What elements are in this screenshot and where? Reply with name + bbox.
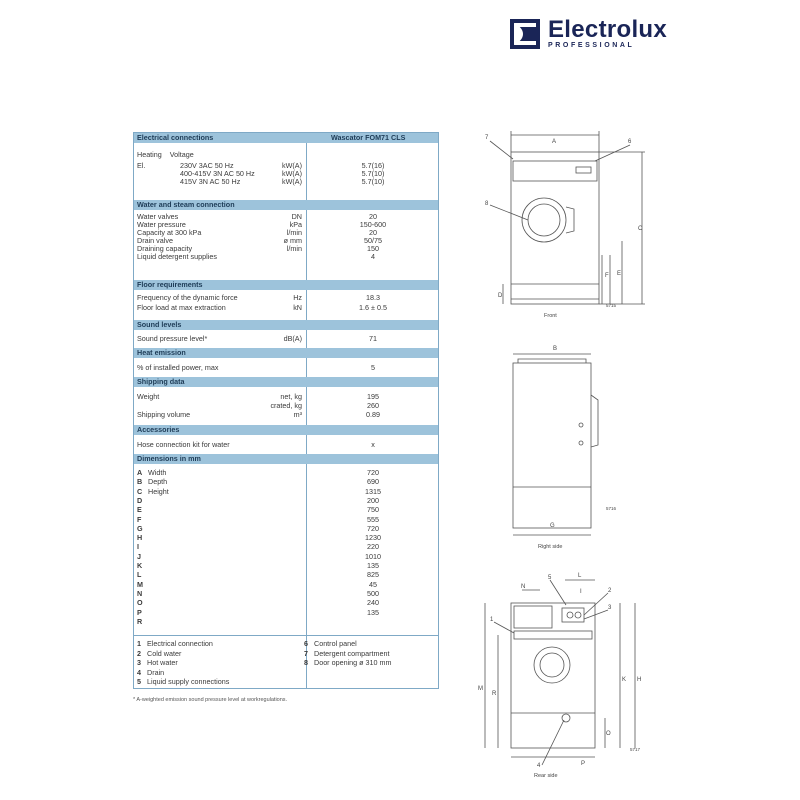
dimension-row [134, 469, 438, 477]
dimension-row [134, 581, 438, 589]
el-label: El. [137, 161, 146, 170]
legend-text: Electrical connection [147, 639, 213, 648]
legend-number: 1 [137, 639, 141, 648]
spec-table [133, 132, 439, 689]
row-label: Capacity at 300 kPa [137, 228, 202, 237]
row-unit: kN [293, 303, 302, 312]
dimension-letter: N [137, 588, 143, 598]
dimension-row [134, 488, 438, 496]
electrical-heading-row [134, 151, 438, 159]
dimension-value: 200 [367, 495, 379, 505]
row-value: 1.6 ± 0.5 [359, 303, 387, 312]
dim-label-g: G [550, 523, 555, 529]
dim-label-h: H [637, 677, 642, 683]
dimension-row [134, 571, 438, 579]
callout-1: 1 [490, 617, 494, 623]
row-label: Drain valve [137, 236, 173, 245]
row-voltage: 400-415V 3N AC 50 Hz [180, 169, 255, 178]
dimension-value: 720 [367, 468, 379, 477]
rear-view-drawing [485, 580, 635, 765]
legend-item [137, 659, 178, 667]
row-value: 4 [371, 252, 375, 261]
section-shipping [134, 377, 438, 387]
rear-caption: Rear side [534, 773, 558, 779]
section-water [134, 200, 438, 210]
dimension-row [134, 478, 438, 486]
legend [134, 635, 438, 688]
row-unit: ø mm [283, 236, 302, 245]
row-value: 195 [367, 392, 379, 401]
legend-text: Drain [147, 667, 165, 677]
legend-item [137, 640, 213, 648]
row-value: 20 [369, 228, 377, 237]
dimension-letter: O [137, 598, 143, 608]
row-unit: kPa [289, 220, 302, 229]
table-row [134, 178, 438, 186]
dimension-value: 135 [367, 561, 379, 570]
dimension-label: Depth [148, 477, 168, 487]
dimension-value: 750 [367, 505, 379, 515]
row-label: Draining capacity [137, 244, 193, 253]
row-label: Water pressure [137, 220, 186, 229]
dimension-value: 1010 [365, 551, 381, 561]
table-row [134, 294, 438, 302]
row-value: 5 [371, 363, 375, 372]
dim-label-k: K [622, 677, 627, 683]
row-value: 18.3 [366, 293, 380, 302]
table-row [134, 304, 438, 312]
rear-code: 5717 [630, 747, 641, 752]
row-unit: net, kg [280, 392, 302, 401]
dim-label-d: D [498, 293, 503, 299]
dimension-letter: A [137, 468, 143, 477]
legend-item [304, 650, 390, 658]
front-caption: Front [544, 313, 557, 319]
row-unit: l/min [286, 228, 302, 237]
row-unit: crated, kg [270, 401, 302, 410]
logo-subtitle: PROFESSIONAL [548, 42, 635, 49]
legend-number: 2 [137, 648, 141, 658]
row-unit: DN [291, 212, 302, 221]
section-dimensions [134, 454, 438, 464]
dimension-value: 220 [367, 542, 379, 552]
dimension-row [134, 618, 438, 626]
row-value: 71 [369, 334, 377, 343]
section-heat [134, 348, 438, 358]
row-unit: l/min [286, 244, 302, 253]
dimension-letter: I [137, 542, 139, 552]
dimension-value: 690 [367, 477, 379, 487]
dim-label-a: A [552, 139, 557, 145]
dimension-letter: D [137, 495, 143, 505]
dimension-row [134, 553, 438, 561]
dimension-label: Width [148, 468, 167, 477]
electrolux-logo-icon [510, 19, 540, 49]
row-value: 20 [369, 212, 377, 221]
row-unit: dB(A) [283, 334, 302, 343]
front-code: 5715 [606, 303, 617, 308]
dimension-row [134, 516, 438, 524]
logo-name: Electrolux [548, 16, 668, 43]
section-title: Floor requirements [137, 280, 203, 289]
dimension-value: 500 [367, 588, 379, 598]
row-label: Hose connection kit for water [137, 440, 230, 449]
dimension-letter: K [137, 561, 143, 570]
dim-label-r: R [492, 691, 497, 697]
row-unit: kW(A) [282, 161, 302, 170]
legend-text: Cold water [147, 648, 182, 658]
callout-7: 7 [485, 135, 489, 141]
legend-item [137, 650, 181, 658]
legend-item [304, 659, 392, 667]
dimension-row [134, 609, 438, 617]
dimension-value: 1315 [365, 486, 381, 496]
brand-logo [510, 18, 667, 50]
dimension-value: 45 [369, 579, 377, 589]
side-code: 5716 [606, 506, 617, 511]
dim-label-m: M [478, 686, 483, 692]
dimension-row [134, 590, 438, 598]
row-value: 150-600 [359, 220, 387, 229]
dimension-letter: C [137, 486, 143, 496]
row-unit: Hz [293, 293, 302, 302]
section-title: Electrical connections [137, 133, 214, 142]
dimension-row [134, 506, 438, 514]
dimension-row [134, 562, 438, 570]
section-accessories [134, 425, 438, 435]
row-value: 0.89 [366, 410, 380, 419]
callout-8: 8 [485, 201, 489, 207]
row-label: Shipping volume [137, 410, 191, 419]
section-title: Sound levels [137, 320, 182, 329]
row-unit: kW(A) [282, 169, 302, 178]
dimension-letter: E [137, 505, 142, 515]
dim-label-i: I [580, 589, 582, 595]
row-label: Floor load at max extraction [137, 303, 226, 312]
section-sound [134, 320, 438, 330]
section-floor [134, 280, 438, 290]
legend-number: 3 [137, 658, 141, 668]
row-value: 260 [367, 401, 379, 410]
row-value: x [371, 440, 375, 449]
row-value: 50/75 [364, 236, 382, 245]
table-row [134, 364, 438, 372]
dimension-letter: L [137, 570, 142, 580]
dimension-letter: B [137, 477, 143, 487]
dimension-value: 825 [367, 570, 379, 580]
dim-label-f: F [605, 273, 609, 279]
dim-label-l: L [578, 573, 582, 579]
side-view-drawing [513, 354, 598, 535]
row-value: 5.7(10) [361, 169, 385, 178]
row-label: Water valves [137, 212, 179, 221]
row-value: 150 [367, 244, 379, 253]
callout-2: 2 [608, 588, 612, 594]
dimension-value: 240 [367, 598, 379, 608]
table-row [134, 411, 438, 419]
dimension-value: 1230 [365, 533, 381, 543]
dimension-row [134, 534, 438, 542]
dimension-row [134, 543, 438, 551]
dimension-letter: P [137, 607, 142, 617]
row-value: 5.7(10) [361, 177, 385, 186]
table-row [134, 441, 438, 449]
callout-5: 5 [548, 575, 552, 581]
legend-number: 8 [304, 658, 308, 668]
row-label: Weight [137, 392, 160, 401]
dimension-letter: G [137, 523, 143, 533]
legend-number: 6 [304, 639, 308, 648]
legend-number: 7 [304, 648, 308, 658]
side-caption: Right side [538, 544, 563, 550]
legend-text: Detergent compartment [314, 648, 390, 658]
table-row [134, 335, 438, 343]
legend-item [304, 640, 357, 648]
footnote: * A-weighted emission sound pressure level at workregulations. [133, 697, 288, 703]
dim-label-n: N [521, 584, 526, 590]
table-row [134, 253, 438, 261]
dimension-letter: H [137, 533, 143, 543]
legend-number: 5 [137, 677, 141, 687]
row-label: Liquid detergent supplies [137, 252, 217, 261]
legend-item [137, 669, 164, 677]
row-value: 5.7(16) [361, 161, 385, 170]
legend-number: 4 [137, 667, 141, 677]
dimension-letter: F [137, 514, 142, 524]
dimension-letter: M [137, 579, 143, 589]
heading-label: Heating Voltage [137, 150, 194, 159]
row-voltage: 415V 3N AC 50 Hz [180, 177, 241, 186]
section-electrical [134, 133, 438, 143]
row-voltage: 230V 3AC 50 Hz [180, 161, 234, 170]
section-title: Shipping data [137, 377, 185, 386]
section-title: Heat emission [137, 348, 186, 357]
table-row [134, 402, 438, 410]
row-label: Frequency of the dynamic force [137, 293, 238, 302]
dimension-value: 720 [367, 523, 379, 533]
legend-item [137, 678, 229, 686]
model-name: Wascator FOM71 CLS [331, 133, 406, 142]
callout-3: 3 [608, 605, 612, 611]
legend-text: Hot water [147, 658, 178, 668]
table-row [134, 393, 438, 401]
technical-drawings [470, 125, 643, 785]
dimension-row [134, 599, 438, 607]
row-unit: m³ [293, 410, 302, 419]
legend-text: Door opening ø 310 mm [314, 658, 392, 668]
row-label: Sound pressure level* [137, 334, 208, 343]
row-label: % of installed power, max [137, 363, 219, 372]
legend-text: Liquid supply connections [147, 677, 230, 687]
dimension-label: Height [148, 486, 169, 496]
section-title: Water and steam connection [137, 200, 235, 209]
dimension-letter: R [137, 616, 143, 626]
front-view-drawing [490, 131, 645, 304]
section-title: Dimensions in mm [137, 454, 201, 463]
dim-label-c: C [638, 226, 643, 232]
legend-text: Control panel [314, 639, 357, 648]
dim-label-b: B [553, 346, 558, 352]
dimension-value: 135 [367, 607, 379, 617]
dim-label-o: O [606, 731, 611, 737]
callout-4: 4 [537, 763, 541, 769]
dimension-value: 555 [367, 514, 379, 524]
dim-label-p: P [581, 761, 586, 767]
row-unit: kW(A) [282, 177, 302, 186]
dimension-row [134, 497, 438, 505]
dimension-row [134, 525, 438, 533]
dimension-letter: J [137, 551, 141, 561]
callout-6: 6 [628, 139, 632, 145]
dim-label-e: E [617, 271, 622, 277]
section-title: Accessories [137, 425, 180, 434]
